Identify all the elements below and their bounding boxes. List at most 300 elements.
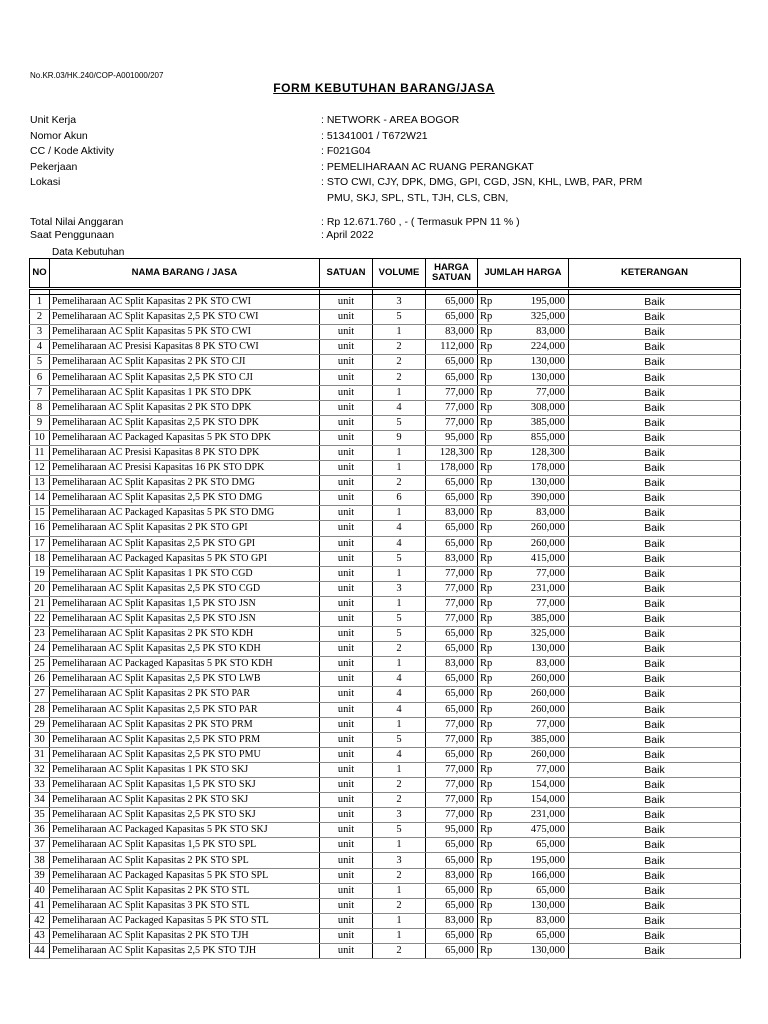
- header-jumlah: JUMLAH HARGA: [478, 259, 569, 289]
- row-satuan: unit: [320, 778, 373, 793]
- table-row: [30, 566, 741, 581]
- row-jumlah: 260,000: [500, 702, 569, 717]
- row-no: 8: [30, 400, 50, 415]
- row-harga: 65,000: [426, 898, 478, 913]
- row-satuan: unit: [320, 928, 373, 943]
- table-row: [30, 340, 741, 355]
- row-satuan: unit: [320, 808, 373, 823]
- row-harga: 83,000: [426, 868, 478, 883]
- row-currency: Rp: [478, 928, 500, 943]
- row-satuan: unit: [320, 551, 373, 566]
- row-keterangan: Baik: [569, 551, 741, 566]
- row-keterangan: Baik: [569, 642, 741, 657]
- row-currency: Rp: [478, 838, 500, 853]
- table-row: [30, 778, 741, 793]
- row-keterangan: Baik: [569, 702, 741, 717]
- table-row: [30, 385, 741, 400]
- row-satuan: unit: [320, 385, 373, 400]
- row-volume: 1: [373, 445, 426, 460]
- row-volume: 5: [373, 627, 426, 642]
- row-harga: 65,000: [426, 627, 478, 642]
- row-jumlah: 130,000: [500, 898, 569, 913]
- row-currency: Rp: [478, 853, 500, 868]
- row-jumlah: 385,000: [500, 415, 569, 430]
- row-no: 27: [30, 687, 50, 702]
- row-jumlah: 325,000: [500, 627, 569, 642]
- table-row: [30, 581, 741, 596]
- row-jumlah: 325,000: [500, 310, 569, 325]
- row-nama: Pemeliharaan AC Split Kapasitas 2 PK STO DPK: [50, 400, 320, 415]
- row-currency: Rp: [478, 808, 500, 823]
- row-keterangan: Baik: [569, 596, 741, 611]
- info-value-continued: PMU, SKJ, SPL, STL, TJH, CLS, CBN,: [327, 191, 509, 204]
- row-jumlah: 178,000: [500, 461, 569, 476]
- row-harga: 77,000: [426, 778, 478, 793]
- row-nama: Pemeliharaan AC Split Kapasitas 2,5 PK STO LWB: [50, 672, 320, 687]
- row-keterangan: Baik: [569, 400, 741, 415]
- row-no: 26: [30, 672, 50, 687]
- row-harga: 128,300: [426, 445, 478, 460]
- row-satuan: unit: [320, 521, 373, 536]
- row-volume: 2: [373, 642, 426, 657]
- row-jumlah: 130,000: [500, 944, 569, 959]
- row-no: 36: [30, 823, 50, 838]
- table-row: [30, 793, 741, 808]
- row-jumlah: 195,000: [500, 853, 569, 868]
- row-jumlah: 130,000: [500, 355, 569, 370]
- row-nama: Pemeliharaan AC Packaged Kapasitas 5 PK STO SKJ: [50, 823, 320, 838]
- row-currency: Rp: [478, 355, 500, 370]
- row-satuan: unit: [320, 747, 373, 762]
- row-jumlah: 260,000: [500, 672, 569, 687]
- row-harga: 83,000: [426, 913, 478, 928]
- row-jumlah: 65,000: [500, 883, 569, 898]
- header-harga-satuan: [426, 259, 478, 289]
- table-row: [30, 913, 741, 928]
- row-nama: Pemeliharaan AC Split Kapasitas 5 PK STO CWI: [50, 325, 320, 340]
- info-label: CC / Kode Aktivity: [30, 145, 115, 157]
- row-keterangan: Baik: [569, 823, 741, 838]
- row-volume: 1: [373, 838, 426, 853]
- row-satuan: unit: [320, 717, 373, 732]
- info-value: : April 2022: [321, 228, 374, 241]
- row-volume: 9: [373, 430, 426, 445]
- row-satuan: unit: [320, 295, 373, 310]
- row-keterangan: Baik: [569, 928, 741, 943]
- row-nama: Pemeliharaan AC Packaged Kapasitas 5 PK STO STL: [50, 913, 320, 928]
- row-nama: Pemeliharaan AC Split Kapasitas 3 PK STO STL: [50, 898, 320, 913]
- row-volume: 2: [373, 944, 426, 959]
- row-no: 6: [30, 370, 50, 385]
- row-currency: Rp: [478, 310, 500, 325]
- row-jumlah: 390,000: [500, 491, 569, 506]
- table-row: [30, 883, 741, 898]
- row-volume: 1: [373, 717, 426, 732]
- row-volume: 1: [373, 566, 426, 581]
- row-nama: Pemeliharaan AC Split Kapasitas 2,5 PK STO JSN: [50, 611, 320, 626]
- row-harga: 65,000: [426, 536, 478, 551]
- row-satuan: unit: [320, 762, 373, 777]
- info-value: : Rp 12.671.760 , - ( Termasuk PPN 11 % ): [321, 216, 520, 228]
- row-volume: 5: [373, 611, 426, 626]
- row-keterangan: Baik: [569, 461, 741, 476]
- row-harga: 65,000: [426, 944, 478, 959]
- row-no: 2: [30, 310, 50, 325]
- row-jumlah: 83,000: [500, 506, 569, 521]
- header-harga-line1: HARGA: [434, 262, 469, 273]
- row-currency: Rp: [478, 687, 500, 702]
- table-header-row: [30, 259, 741, 289]
- row-harga: 65,000: [426, 355, 478, 370]
- table-row: [30, 611, 741, 626]
- row-no: 35: [30, 808, 50, 823]
- row-no: 11: [30, 445, 50, 460]
- row-nama: Pemeliharaan AC Split Kapasitas 1 PK STO CGD: [50, 566, 320, 581]
- row-keterangan: Baik: [569, 445, 741, 460]
- data-kebutuhan-label: Data Kebutuhan: [52, 247, 125, 258]
- row-satuan: unit: [320, 944, 373, 959]
- row-keterangan: Baik: [569, 370, 741, 385]
- row-no: 20: [30, 581, 50, 596]
- row-no: 15: [30, 506, 50, 521]
- row-currency: Rp: [478, 868, 500, 883]
- row-jumlah: 77,000: [500, 596, 569, 611]
- row-nama: Pemeliharaan AC Split Kapasitas 1,5 PK STO JSN: [50, 596, 320, 611]
- row-volume: 5: [373, 310, 426, 325]
- row-volume: 3: [373, 295, 426, 310]
- row-currency: Rp: [478, 702, 500, 717]
- header-no: NO: [30, 259, 50, 289]
- row-no: 23: [30, 627, 50, 642]
- row-satuan: unit: [320, 627, 373, 642]
- row-satuan: unit: [320, 400, 373, 415]
- table-row: [30, 491, 741, 506]
- row-keterangan: Baik: [569, 627, 741, 642]
- table-row: [30, 928, 741, 943]
- row-harga: 65,000: [426, 672, 478, 687]
- row-harga: 65,000: [426, 476, 478, 491]
- row-harga: 83,000: [426, 551, 478, 566]
- row-no: 4: [30, 340, 50, 355]
- row-volume: 3: [373, 581, 426, 596]
- row-currency: Rp: [478, 717, 500, 732]
- row-currency: Rp: [478, 944, 500, 959]
- row-currency: Rp: [478, 340, 500, 355]
- table-row: [30, 823, 741, 838]
- row-volume: 5: [373, 551, 426, 566]
- row-nama: Pemeliharaan AC Split Kapasitas 2 PK STO TJH: [50, 928, 320, 943]
- row-currency: Rp: [478, 883, 500, 898]
- row-jumlah: 77,000: [500, 385, 569, 400]
- row-harga: 65,000: [426, 370, 478, 385]
- row-keterangan: Baik: [569, 672, 741, 687]
- row-satuan: unit: [320, 340, 373, 355]
- row-currency: Rp: [478, 611, 500, 626]
- info-label: Lokasi: [30, 176, 61, 188]
- row-satuan: unit: [320, 415, 373, 430]
- row-harga: 77,000: [426, 793, 478, 808]
- row-jumlah: 130,000: [500, 476, 569, 491]
- row-harga: 65,000: [426, 642, 478, 657]
- row-volume: 4: [373, 521, 426, 536]
- row-volume: 1: [373, 657, 426, 672]
- row-volume: 2: [373, 778, 426, 793]
- row-jumlah: 308,000: [500, 400, 569, 415]
- row-keterangan: Baik: [569, 838, 741, 853]
- row-jumlah: 855,000: [500, 430, 569, 445]
- row-harga: 77,000: [426, 400, 478, 415]
- row-harga: 112,000: [426, 340, 478, 355]
- table-row: [30, 295, 741, 310]
- row-harga: 77,000: [426, 415, 478, 430]
- row-currency: Rp: [478, 521, 500, 536]
- row-satuan: unit: [320, 370, 373, 385]
- table-row: [30, 808, 741, 823]
- row-no: 37: [30, 838, 50, 853]
- row-keterangan: Baik: [569, 853, 741, 868]
- row-harga: 95,000: [426, 823, 478, 838]
- row-keterangan: Baik: [569, 415, 741, 430]
- row-no: 10: [30, 430, 50, 445]
- row-harga: 65,000: [426, 883, 478, 898]
- row-harga: 65,000: [426, 521, 478, 536]
- row-satuan: unit: [320, 310, 373, 325]
- table-row: [30, 898, 741, 913]
- row-currency: Rp: [478, 762, 500, 777]
- header-volume: VOLUME: [373, 259, 426, 289]
- row-harga: 65,000: [426, 687, 478, 702]
- row-currency: Rp: [478, 642, 500, 657]
- row-harga: 65,000: [426, 838, 478, 853]
- row-keterangan: Baik: [569, 310, 741, 325]
- row-currency: Rp: [478, 627, 500, 642]
- row-currency: Rp: [478, 551, 500, 566]
- row-jumlah: 195,000: [500, 295, 569, 310]
- table-row: [30, 868, 741, 883]
- row-no: 42: [30, 913, 50, 928]
- row-currency: Rp: [478, 325, 500, 340]
- row-currency: Rp: [478, 581, 500, 596]
- row-keterangan: Baik: [569, 717, 741, 732]
- table-row: [30, 461, 741, 476]
- row-volume: 4: [373, 672, 426, 687]
- info-label: Saat Penggunaan: [30, 228, 115, 241]
- info-label: Unit Kerja: [30, 114, 77, 126]
- table-row: [30, 370, 741, 385]
- row-nama: Pemeliharaan AC Split Kapasitas 2 PK STO CWI: [50, 295, 320, 310]
- row-harga: 77,000: [426, 581, 478, 596]
- row-no: 18: [30, 551, 50, 566]
- row-satuan: unit: [320, 506, 373, 521]
- row-nama: Pemeliharaan AC Split Kapasitas 2,5 PK STO CGD: [50, 581, 320, 596]
- row-nama: Pemeliharaan AC Packaged Kapasitas 5 PK STO DMG: [50, 506, 320, 521]
- row-keterangan: Baik: [569, 611, 741, 626]
- row-keterangan: Baik: [569, 430, 741, 445]
- row-jumlah: 260,000: [500, 536, 569, 551]
- row-no: 5: [30, 355, 50, 370]
- row-nama: Pemeliharaan AC Split Kapasitas 2,5 PK STO PMU: [50, 747, 320, 762]
- table-row: [30, 944, 741, 959]
- row-satuan: unit: [320, 913, 373, 928]
- row-harga: 83,000: [426, 506, 478, 521]
- row-no: 13: [30, 476, 50, 491]
- row-harga: 77,000: [426, 611, 478, 626]
- row-volume: 2: [373, 793, 426, 808]
- row-currency: Rp: [478, 793, 500, 808]
- row-nama: Pemeliharaan AC Presisi Kapasitas 8 PK STO DPK: [50, 445, 320, 460]
- row-volume: 3: [373, 853, 426, 868]
- row-volume: 1: [373, 913, 426, 928]
- row-keterangan: Baik: [569, 793, 741, 808]
- row-currency: Rp: [478, 778, 500, 793]
- row-volume: 1: [373, 596, 426, 611]
- row-jumlah: 154,000: [500, 778, 569, 793]
- info-value: : 51341001 / T672W21: [321, 129, 428, 142]
- row-volume: 1: [373, 762, 426, 777]
- row-nama: Pemeliharaan AC Split Kapasitas 2,5 PK STO PRM: [50, 732, 320, 747]
- row-volume: 3: [373, 808, 426, 823]
- row-satuan: unit: [320, 853, 373, 868]
- row-satuan: unit: [320, 838, 373, 853]
- row-currency: Rp: [478, 506, 500, 521]
- row-satuan: unit: [320, 793, 373, 808]
- row-jumlah: 130,000: [500, 642, 569, 657]
- row-satuan: unit: [320, 702, 373, 717]
- row-nama: Pemeliharaan AC Split Kapasitas 1 PK STO SKJ: [50, 762, 320, 777]
- row-keterangan: Baik: [569, 491, 741, 506]
- row-keterangan: Baik: [569, 747, 741, 762]
- row-no: 40: [30, 883, 50, 898]
- row-keterangan: Baik: [569, 476, 741, 491]
- table-row: [30, 657, 741, 672]
- info-label: Total Nilai Anggaran: [30, 216, 124, 228]
- row-volume: 5: [373, 732, 426, 747]
- row-satuan: unit: [320, 898, 373, 913]
- row-no: 9: [30, 415, 50, 430]
- row-currency: Rp: [478, 898, 500, 913]
- row-keterangan: Baik: [569, 762, 741, 777]
- requirements-table: [29, 258, 741, 959]
- table-row: [30, 762, 741, 777]
- row-currency: Rp: [478, 672, 500, 687]
- row-currency: Rp: [478, 295, 500, 310]
- info-value: : STO CWI, CJY, DPK, DMG, GPI, CGD, JSN, KHL, LWB, PAR, PRM: [321, 176, 643, 188]
- row-volume: 5: [373, 823, 426, 838]
- row-nama: Pemeliharaan AC Packaged Kapasitas 5 PK STO SPL: [50, 868, 320, 883]
- row-currency: Rp: [478, 430, 500, 445]
- row-nama: Pemeliharaan AC Presisi Kapasitas 16 PK STO DPK: [50, 461, 320, 476]
- row-no: 32: [30, 762, 50, 777]
- table-row: [30, 853, 741, 868]
- row-harga: 95,000: [426, 430, 478, 445]
- row-keterangan: Baik: [569, 355, 741, 370]
- table-row: [30, 310, 741, 325]
- row-currency: Rp: [478, 596, 500, 611]
- row-nama: Pemeliharaan AC Split Kapasitas 2 PK STO SPL: [50, 853, 320, 868]
- row-keterangan: Baik: [569, 808, 741, 823]
- row-currency: Rp: [478, 385, 500, 400]
- row-nama: Pemeliharaan AC Split Kapasitas 1,5 PK STO SKJ: [50, 778, 320, 793]
- row-satuan: unit: [320, 657, 373, 672]
- row-no: 29: [30, 717, 50, 732]
- form-title: FORM KEBUTUHAN BARANG/JASA: [273, 81, 495, 95]
- row-volume: 1: [373, 325, 426, 340]
- row-harga: 77,000: [426, 566, 478, 581]
- table-row: [30, 717, 741, 732]
- row-nama: Pemeliharaan AC Split Kapasitas 2,5 PK STO CJI: [50, 370, 320, 385]
- row-keterangan: Baik: [569, 898, 741, 913]
- row-keterangan: Baik: [569, 340, 741, 355]
- row-jumlah: 231,000: [500, 581, 569, 596]
- row-jumlah: 130,000: [500, 370, 569, 385]
- row-no: 31: [30, 747, 50, 762]
- row-harga: 77,000: [426, 732, 478, 747]
- row-harga: 178,000: [426, 461, 478, 476]
- row-jumlah: 385,000: [500, 611, 569, 626]
- row-no: 24: [30, 642, 50, 657]
- row-keterangan: Baik: [569, 687, 741, 702]
- row-no: 22: [30, 611, 50, 626]
- row-no: 43: [30, 928, 50, 943]
- row-satuan: unit: [320, 491, 373, 506]
- row-keterangan: Baik: [569, 506, 741, 521]
- row-jumlah: 260,000: [500, 687, 569, 702]
- table-row: [30, 506, 741, 521]
- table-row: [30, 536, 741, 551]
- row-satuan: unit: [320, 883, 373, 898]
- row-volume: 2: [373, 868, 426, 883]
- row-nama: Pemeliharaan AC Split Kapasitas 2,5 PK STO TJH: [50, 944, 320, 959]
- row-keterangan: Baik: [569, 385, 741, 400]
- row-volume: 2: [373, 370, 426, 385]
- table-row: [30, 355, 741, 370]
- row-jumlah: 260,000: [500, 747, 569, 762]
- row-volume: 6: [373, 491, 426, 506]
- row-harga: 77,000: [426, 808, 478, 823]
- info-value: : NETWORK - AREA BOGOR: [321, 114, 460, 126]
- table-row: [30, 702, 741, 717]
- table-row: [30, 445, 741, 460]
- row-nama: Pemeliharaan AC Split Kapasitas 2 PK STO SKJ: [50, 793, 320, 808]
- row-jumlah: 83,000: [500, 913, 569, 928]
- table-row: [30, 325, 741, 340]
- info-value: : PEMELIHARAAN AC RUANG PERANGKAT: [321, 160, 534, 173]
- row-satuan: unit: [320, 642, 373, 657]
- row-currency: Rp: [478, 400, 500, 415]
- row-jumlah: 415,000: [500, 551, 569, 566]
- row-volume: 2: [373, 476, 426, 491]
- row-nama: Pemeliharaan AC Split Kapasitas 2 PK STO CJI: [50, 355, 320, 370]
- row-volume: 2: [373, 340, 426, 355]
- row-nama: Pemeliharaan AC Split Kapasitas 2 PK STO GPI: [50, 521, 320, 536]
- info-label: Nomor Akun: [30, 129, 88, 142]
- row-currency: Rp: [478, 370, 500, 385]
- row-currency: Rp: [478, 657, 500, 672]
- row-keterangan: Baik: [569, 325, 741, 340]
- row-volume: 1: [373, 385, 426, 400]
- table-row: [30, 687, 741, 702]
- row-no: 41: [30, 898, 50, 913]
- row-no: 28: [30, 702, 50, 717]
- row-currency: Rp: [478, 823, 500, 838]
- row-jumlah: 224,000: [500, 340, 569, 355]
- row-keterangan: Baik: [569, 566, 741, 581]
- row-satuan: unit: [320, 732, 373, 747]
- row-nama: Pemeliharaan AC Presisi Kapasitas 8 PK STO CWI: [50, 340, 320, 355]
- row-currency: Rp: [478, 476, 500, 491]
- row-volume: 1: [373, 928, 426, 943]
- row-volume: 1: [373, 461, 426, 476]
